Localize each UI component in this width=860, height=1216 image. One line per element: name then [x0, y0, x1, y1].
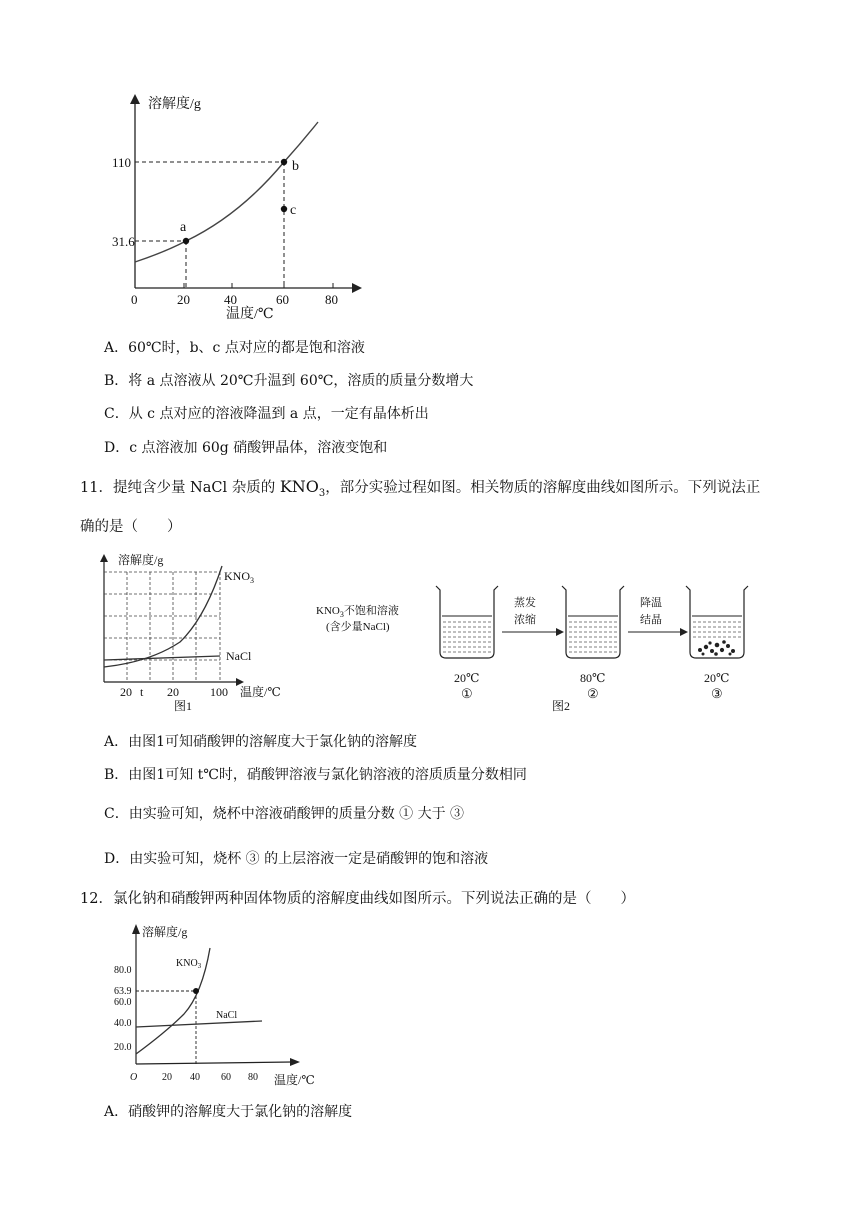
q12-xtick-20: 20: [162, 1072, 172, 1083]
q12-intersection-point: [193, 988, 199, 994]
q10-option-c: C．从 c 点对应的溶液降温到 a 点，一定有晶体析出: [104, 406, 429, 422]
q12-stem: 12．氯化钠和硝酸钾两种固体物质的溶解度曲线如图所示。下列说法正确的是（ ）: [80, 891, 635, 907]
q10-option-d: D．c 点溶液加 60g 硝酸钾晶体，溶液变饱和: [104, 440, 388, 456]
q12-xtick-40: 40: [190, 1072, 200, 1083]
q12-ytick-20: 20.0: [114, 1042, 132, 1053]
q11-figure2-process: [310, 586, 750, 714]
kno3-formula: $KNO_3$: [279, 477, 326, 500]
beaker-1: [436, 586, 498, 658]
step2-label-a: 降温: [640, 597, 662, 609]
q11-fig1-xtick-20b: 20: [167, 685, 179, 699]
point-b: [281, 159, 287, 165]
step1-label-a: 蒸发: [514, 597, 536, 609]
q11-option-c: C．由实验可知，烧杯中溶液硝酸钾的质量分数 ① 大于 ③: [104, 806, 465, 822]
q11-option-d: D．由实验可知，烧杯 ③ 的上层溶液一定是硝酸钾的饱和溶液: [104, 851, 489, 867]
beaker-2-temp: 80℃: [580, 671, 606, 685]
nacl-curve: [104, 656, 220, 660]
kno3-solubility-curve: [135, 122, 318, 262]
x-tick-60: 60: [276, 292, 289, 307]
y-tick-110: 110: [112, 155, 132, 170]
y-tick-31-6: 31.6: [112, 234, 135, 249]
q11-option-b: B．由图1可知 t℃时，硝酸钾溶液与氯化钠溶液的溶质质量分数相同: [104, 767, 527, 783]
y-axis-label: 溶解度/g: [148, 97, 201, 112]
q11-fig1-xtick-t: t: [140, 685, 144, 699]
point-c: [281, 206, 287, 212]
q12-nacl-label: NaCl: [216, 1010, 238, 1021]
q12-ytick-60: 60.0: [114, 997, 132, 1008]
q12-xtick-60: 60: [221, 1072, 231, 1083]
q11-fig1-xtick-20a: 20: [120, 685, 132, 699]
solubility-graph-q10: [112, 90, 370, 322]
q11-fig1-xtick-100: 100: [210, 685, 228, 699]
x-tick-40: 40: [224, 292, 237, 307]
x-tick-20: 20: [177, 292, 190, 307]
q12-ytick-40: 40.0: [114, 1018, 132, 1029]
q11-fig1-ylabel: 溶解度/g: [118, 553, 164, 567]
step1-label-b: 浓缩: [514, 614, 536, 626]
q11-fig1-caption: 图1: [174, 699, 193, 713]
beaker-3-num: ③: [711, 686, 723, 701]
step2-label-b: 结晶: [640, 614, 662, 626]
q11-stem-line1: [80, 476, 760, 505]
q12-ylabel: 溶解度/g: [142, 925, 188, 939]
q11-option-a: A．由图1可知硝酸钾的溶解度大于氯化钠的溶解度: [104, 734, 418, 750]
q12-xtick-80: 80: [248, 1072, 258, 1083]
q11-stem-part1: 11．提纯含少量 NaCl 杂质的: [80, 480, 280, 496]
q12-xlabel: 温度/℃: [274, 1073, 315, 1087]
q12-solubility-graph: [110, 918, 330, 1090]
kno3-curve: [104, 566, 222, 667]
beaker-3: [686, 586, 748, 658]
point-a-label: a: [180, 220, 187, 235]
q12-ytick-63-9: 63.9: [114, 986, 132, 997]
x-tick-0: 0: [131, 292, 138, 307]
q12-xtick-o: O: [130, 1072, 138, 1083]
q11-stem-line2: 确的是（ ）: [80, 519, 182, 535]
beaker-1-temp: 20℃: [454, 671, 480, 685]
q11-stem-part2: ，部分实验过程如图。相关物质的溶解度曲线如图所示。下列说法正: [325, 480, 761, 496]
q12-kno3-label: $KNO_3$: [176, 958, 202, 970]
beaker-3-temp: 20℃: [704, 671, 730, 685]
q10-option-b: B．将 a 点溶液从 20℃升温到 60℃，溶质的质量分数增大: [104, 373, 474, 389]
fig2-source-label: $KNO_3$不饱和溶液: [316, 605, 399, 619]
fig2-source-label-2: (含少量NaCl): [326, 621, 390, 633]
q12-option-a: A．硝酸钾的溶解度大于氯化钠的溶解度: [104, 1104, 353, 1120]
point-a: [183, 238, 189, 244]
crystals: [698, 640, 735, 656]
point-c-label: c: [290, 203, 297, 218]
x-tick-80: 80: [325, 292, 338, 307]
q11-fig1-xlabel: 温度/℃: [240, 685, 281, 699]
q12-ytick-80: 80.0: [114, 965, 132, 976]
q12-nacl-curve: [136, 1021, 262, 1027]
q11-figure1-chart: [90, 546, 300, 714]
fig2-caption: 图2: [552, 699, 571, 713]
beaker-2: [562, 586, 624, 658]
x-axis-label: 温度/℃: [226, 307, 274, 322]
beaker-1-num: ①: [461, 686, 473, 701]
q11-fig1-kno3-label: $KNO_3$: [224, 569, 254, 585]
q11-fig1-nacl-label: NaCl: [226, 649, 252, 663]
q10-option-a: A．60℃时，b、c 点对应的都是饱和溶液: [104, 340, 365, 356]
beaker-2-num: ②: [587, 686, 599, 701]
point-b-label: b: [292, 159, 299, 174]
